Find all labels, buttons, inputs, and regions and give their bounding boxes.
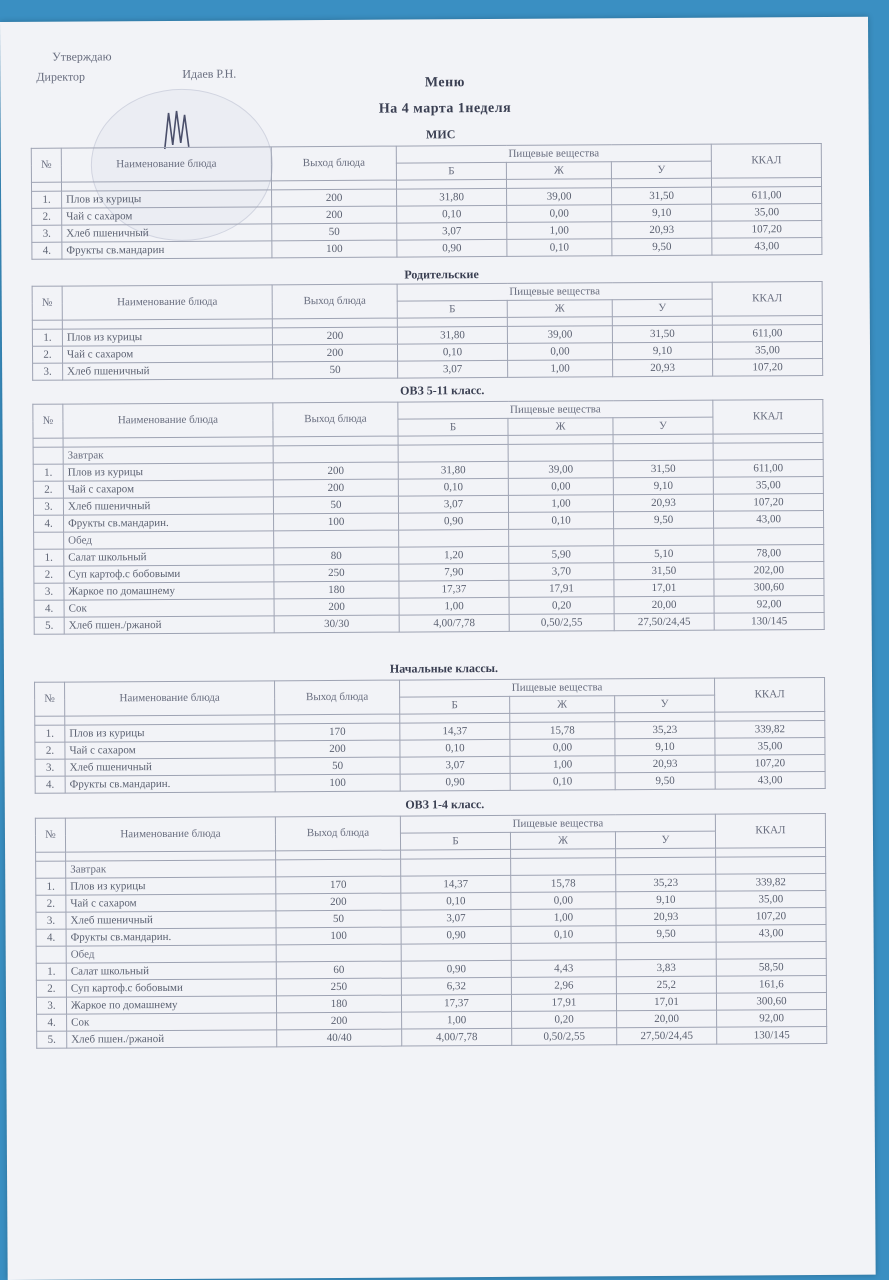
protein-value: 7,90 [399,563,509,581]
fat-value: 0,00 [511,892,616,910]
dish-name: Плов из курицы [63,463,273,481]
col-nutrients-header: Пищевые вещества [396,144,711,163]
dish-output: 200 [273,479,398,497]
dish-name: Жаркое по домашнему [66,996,276,1014]
col-u-header: У [613,417,713,435]
dish-output: 60 [276,961,401,979]
fat-value: 0,20 [509,597,614,615]
dish-output: 50 [272,223,397,241]
col-name-header: Наименование блюда [62,285,272,320]
protein-value [401,943,511,961]
kcal-value: 43,00 [715,771,825,789]
col-b-header: Б [400,832,510,850]
dish-output: 40/40 [277,1029,402,1047]
dish-output: 100 [274,513,399,531]
section-title: ОВЗ 5-11 класс. [400,383,485,398]
table-row [35,771,825,793]
dish-name: Салат школьный [64,548,274,566]
fat-value [511,943,616,961]
spacer-cell [36,852,66,861]
dish-name: Завтрак [66,860,276,878]
fat-value: 1,00 [511,909,616,927]
dish-name: Фрукты св.мандарин [62,241,272,259]
col-kcal-header: ККАЛ [713,399,823,434]
dish-output: 50 [275,757,400,775]
fat-value: 3,70 [509,563,614,581]
row-number: 3. [33,498,63,515]
protein-value: 0,90 [401,926,511,944]
fat-value: 0,10 [509,512,614,530]
dish-output: 80 [274,547,399,565]
section-title: Родительские [404,267,479,282]
fat-value: 0,10 [511,926,616,944]
protein-value: 3,07 [398,495,508,513]
dish-name: Обед [66,945,276,963]
col-output-header: Выход блюда [272,284,397,319]
col-num-header: № [31,148,61,182]
table-row [33,358,823,380]
carb-value: 27,50/24,45 [614,613,714,631]
dish-output: 30/30 [274,615,399,633]
dish-output: 200 [275,740,400,758]
col-b-header: Б [396,162,506,180]
dish-output: 50 [276,910,401,928]
kcal-value: 611,00 [712,186,822,204]
row-number: 2. [36,980,66,997]
protein-value [401,858,511,876]
dish-name: Хлеб пшеничный [65,758,275,776]
kcal-value: 35,00 [713,476,823,494]
spacer-cell [31,182,61,191]
col-kcal-header: ККАЛ [715,677,825,712]
page-title: Меню [424,75,465,91]
dish-name: Фрукты св.мандарин. [66,928,276,946]
col-name-header: Наименование блюда [61,147,271,182]
protein-value: 0,10 [401,892,511,910]
kcal-value: 35,00 [715,737,825,755]
kcal-value [716,941,826,959]
row-number: 3. [36,997,66,1014]
dish-output: 50 [273,496,398,514]
row-number: 2. [32,346,62,363]
col-num-header: № [35,818,65,852]
kcal-value [713,442,823,460]
protein-value: 4,00/7,78 [399,614,509,632]
dish-name: Хлеб пшеничный [63,497,273,515]
col-zh-header: Ж [507,300,612,318]
protein-value: 4,00/7,78 [402,1028,512,1046]
col-u-header: У [615,695,715,713]
protein-value [398,444,508,462]
protein-value: 0,90 [397,239,507,257]
kcal-value: 107,20 [716,907,826,925]
approval-line3: Идаев Р.Н. [182,66,237,81]
dish-output: 100 [272,240,397,258]
dish-output: 170 [275,723,400,741]
carb-value: 9,50 [615,772,715,790]
table-row [34,612,824,634]
fat-value: 39,00 [507,326,612,344]
kcal-value: 300,60 [716,992,826,1010]
col-kcal-header: ККАЛ [712,281,822,316]
carb-value: 9,10 [613,477,713,495]
fat-value: 0,50/2,55 [512,1028,617,1046]
col-nutrients-header: Пищевые вещества [400,678,715,697]
col-output-header: Выход блюда [273,402,398,437]
kcal-value: 130/145 [714,612,824,630]
dish-name: Плов из курицы [65,724,275,742]
dish-name: Чай с сахаром [63,480,273,498]
row-number: 1. [32,191,62,208]
col-name-header: Наименование блюда [63,403,273,438]
carb-value [614,528,714,546]
kcal-value: 130/145 [717,1026,827,1044]
protein-value [399,529,509,547]
carb-value [613,443,713,461]
dish-name: Хлеб пшен./ржаной [64,616,274,634]
dish-output: 250 [274,564,399,582]
dish-output [273,445,398,463]
dish-name: Плов из курицы [62,328,272,346]
protein-value: 17,37 [399,580,509,598]
row-number: 5. [37,1031,67,1048]
fat-value: 15,78 [510,722,615,740]
protein-value: 1,20 [399,546,509,564]
menu-table [34,677,826,794]
col-u-header: У [615,831,715,849]
kcal-value: 339,82 [715,720,825,738]
fat-value: 39,00 [508,461,613,479]
fat-value: 0,20 [512,1011,617,1029]
fat-value: 17,91 [509,580,614,598]
carb-value: 9,50 [612,238,712,256]
col-zh-header: Ж [510,832,615,850]
section-title: МИС [425,127,456,142]
dish-output [276,944,401,962]
kcal-value: 107,20 [712,220,822,238]
kcal-value: 92,00 [714,595,824,613]
dish-name: Чай с сахаром [62,345,272,363]
col-b-header: Б [397,300,507,318]
dish-name: Обед [64,531,274,549]
col-u-header: У [611,161,711,179]
dish-name: Чай с сахаром [65,741,275,759]
dish-name: Плов из курицы [66,877,276,895]
dish-name: Хлеб пшеничный [63,362,273,380]
carb-value: 20,00 [617,1010,717,1028]
fat-value [509,529,614,547]
row-number: 3. [36,912,66,929]
protein-value: 17,37 [401,994,511,1012]
dish-output: 100 [275,774,400,792]
fat-value: 1,00 [508,360,613,378]
col-name-header: Наименование блюда [65,817,275,852]
spacer-cell [35,716,65,725]
fat-value: 0,00 [510,739,615,757]
fat-value: 1,00 [508,495,613,513]
fat-value: 4,43 [511,960,616,978]
menu-table [35,813,827,1049]
spacer-cell [32,320,62,329]
kcal-value [716,856,826,874]
fat-value [508,444,613,462]
dish-name: Суп картоф.с бобовыми [64,565,274,583]
col-zh-header: Ж [506,162,611,180]
menu-table [32,281,824,381]
row-number: 4. [34,515,64,532]
fat-value: 1,00 [510,756,615,774]
row-number: 2. [34,566,64,583]
protein-value: 1,00 [402,1011,512,1029]
dish-name: Сок [64,599,274,617]
fat-value: 0,10 [510,773,615,791]
approval-line1: Утверждаю [52,49,112,64]
carb-value: 35,23 [615,721,715,739]
carb-value: 17,01 [616,993,716,1011]
carb-value: 31,50 [613,460,713,478]
dish-output: 180 [274,581,399,599]
carb-value: 31,50 [612,325,712,343]
protein-value: 3,07 [400,756,510,774]
section-title: Начальные классы. [389,660,499,676]
row-number: 1. [36,963,66,980]
dish-output: 200 [276,893,401,911]
carb-value: 9,10 [615,738,715,756]
carb-value: 9,10 [616,891,716,909]
carb-value: 20,93 [613,359,713,377]
fat-value: 2,96 [511,977,616,995]
row-number: 3. [33,363,63,380]
col-u-header: У [612,299,712,317]
col-nutrients-header: Пищевые вещества [397,282,712,301]
carb-value: 31,50 [612,187,712,205]
dish-name: Хлеб пшен./ржаной [67,1030,277,1048]
dish-name: Чай с сахаром [62,207,272,225]
col-nutrients-header: Пищевые вещества [398,400,713,419]
fat-value: 0,00 [508,478,613,496]
spacer-cell [33,438,63,447]
row-number: 5. [34,617,64,634]
row-number: 4. [37,1014,67,1031]
carb-value: 31,50 [614,562,714,580]
row-number [34,532,64,549]
protein-value: 1,00 [399,597,509,615]
kcal-value: 58,50 [716,958,826,976]
dish-name: Фрукты св.мандарин. [64,514,274,532]
protein-value: 0,90 [401,960,511,978]
dish-output: 200 [272,344,397,362]
dish-name: Жаркое по домашнему [64,582,274,600]
dish-output: 200 [277,1012,402,1030]
row-number: 4. [36,929,66,946]
carb-value: 20,93 [613,494,713,512]
carb-value: 20,93 [615,755,715,773]
protein-value: 14,37 [400,722,510,740]
fat-value: 5,90 [509,546,614,564]
col-num-header: № [35,682,65,716]
dish-output: 200 [272,327,397,345]
row-number: 2. [35,742,65,759]
carb-value: 20,93 [616,908,716,926]
col-output-header: Выход блюда [275,680,400,715]
carb-value: 9,10 [612,342,712,360]
dish-output: 100 [276,927,401,945]
row-number: 1. [36,878,66,895]
row-number: 2. [33,481,63,498]
kcal-value: 300,60 [714,578,824,596]
dish-name: Суп картоф.с бобовыми [66,979,276,997]
kcal-value: 339,82 [716,873,826,891]
row-number: 3. [35,759,65,776]
carb-value: 9,50 [616,925,716,943]
kcal-value: 611,00 [713,459,823,477]
dish-name: Завтрак [63,446,273,464]
dish-output: 250 [276,978,401,996]
col-b-header: Б [400,696,510,714]
kcal-value: 78,00 [714,544,824,562]
kcal-value: 43,00 [712,237,822,255]
carb-value [616,942,716,960]
carb-value: 25,2 [616,976,716,994]
protein-value: 3,07 [401,909,511,927]
fat-value: 0,00 [507,205,612,223]
kcal-value: 202,00 [714,561,824,579]
kcal-value: 161,6 [716,975,826,993]
col-num-header: № [33,404,63,438]
col-num-header: № [32,286,62,320]
row-number: 2. [36,895,66,912]
approval-line2: Директор [36,69,86,84]
col-nutrients-header: Пищевые вещества [400,814,715,833]
fat-value: 1,00 [507,222,612,240]
protein-value: 0,10 [398,478,508,496]
menu-table [31,143,823,260]
row-number [33,447,63,464]
protein-value: 6,32 [401,977,511,995]
fat-value: 0,10 [507,239,612,257]
protein-value: 0,10 [397,343,507,361]
dish-output: 50 [273,361,398,379]
fat-value: 17,91 [511,994,616,1012]
protein-value: 3,07 [397,222,507,240]
row-number: 4. [32,242,62,259]
kcal-value: 92,00 [717,1009,827,1027]
row-number: 4. [34,600,64,617]
protein-value: 0,10 [397,205,507,223]
dish-name: Сок [67,1013,277,1031]
protein-value: 0,90 [399,512,509,530]
dish-name: Чай с сахаром [66,894,276,912]
dish-name: Хлеб пшеничный [62,224,272,242]
protein-value: 14,37 [401,875,511,893]
dish-output: 170 [276,876,401,894]
table-row [37,1026,827,1048]
kcal-value: 107,20 [715,754,825,772]
row-number: 1. [32,329,62,346]
kcal-value: 35,00 [712,203,822,221]
col-output-header: Выход блюда [271,146,396,181]
section-title: ОВЗ 1-4 класс. [405,797,485,812]
kcal-value: 35,00 [712,341,822,359]
kcal-value: 107,20 [713,358,823,376]
dish-output [276,859,401,877]
table-row [32,237,822,259]
fat-value [511,858,616,876]
dish-name: Фрукты св.мандарин. [65,775,275,793]
protein-value: 0,90 [400,773,510,791]
dish-name: Хлеб пшеничный [66,911,276,929]
kcal-value: 43,00 [714,510,824,528]
carb-value: 17,01 [614,579,714,597]
menu-document [0,17,876,1280]
col-name-header: Наименование блюда [65,681,275,716]
kcal-value: 43,00 [716,924,826,942]
carb-value: 9,10 [612,204,712,222]
fat-value: 15,78 [511,875,616,893]
dish-output: 200 [272,189,397,207]
row-number [36,946,66,963]
kcal-value: 107,20 [713,493,823,511]
row-number: 1. [35,725,65,742]
row-number: 3. [32,225,62,242]
row-number: 1. [33,464,63,481]
carb-value: 3,83 [616,959,716,977]
protein-value: 3,07 [398,360,508,378]
dish-name: Плов из курицы [62,190,272,208]
row-number: 2. [32,208,62,225]
protein-value: 0,10 [400,739,510,757]
carb-value [616,857,716,875]
row-number: 4. [35,776,65,793]
col-kcal-header: ККАЛ [715,813,825,848]
col-zh-header: Ж [508,418,613,436]
dish-name: Салат школьный [66,962,276,980]
protein-value: 31,80 [398,461,508,479]
fat-value: 0,00 [507,343,612,361]
dish-output: 200 [273,462,398,480]
carb-value: 27,50/24,45 [617,1027,717,1045]
kcal-value: 35,00 [716,890,826,908]
fat-value: 0,50/2,55 [509,614,614,632]
carb-value: 35,23 [616,874,716,892]
kcal-value [714,527,824,545]
carb-value: 5,10 [614,545,714,563]
row-number: 1. [34,549,64,566]
menu-table [32,399,824,635]
col-b-header: Б [398,418,508,436]
col-kcal-header: ККАЛ [711,143,821,178]
carb-value: 20,93 [612,221,712,239]
col-output-header: Выход блюда [275,816,400,851]
dish-output: 200 [274,598,399,616]
carb-value: 20,00 [614,596,714,614]
carb-value: 9,50 [614,511,714,529]
protein-value: 31,80 [397,326,507,344]
dish-output: 200 [272,206,397,224]
dish-output [274,530,399,548]
fat-value: 39,00 [507,188,612,206]
protein-value: 31,80 [397,188,507,206]
row-number: 3. [34,583,64,600]
dish-output: 180 [276,995,401,1013]
col-zh-header: Ж [510,696,615,714]
kcal-value: 611,00 [712,324,822,342]
page-subtitle: На 4 марта 1неделя [378,100,512,117]
row-number [36,861,66,878]
